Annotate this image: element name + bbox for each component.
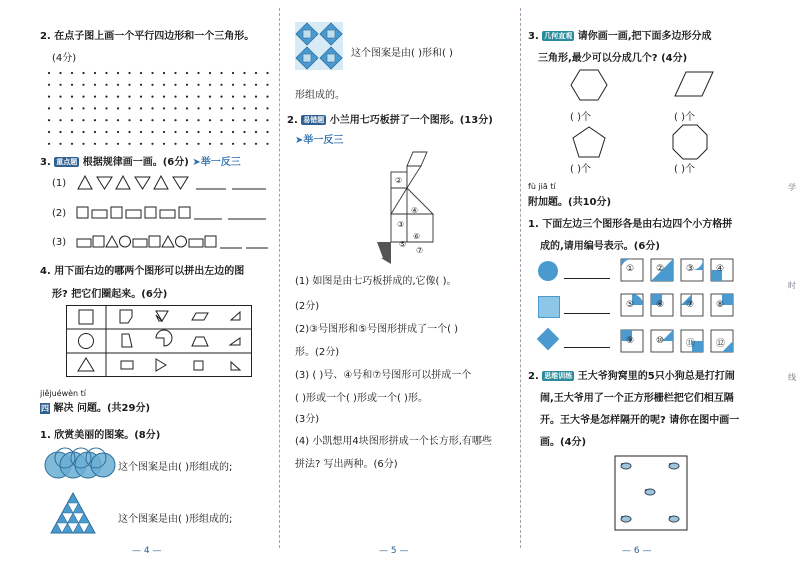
- question-2-text: 2. 在点子图上画一个平行四边形和一个三角形。: [40, 31, 255, 42]
- grid-dot[interactable]: [220, 96, 222, 98]
- grid-dot[interactable]: [243, 107, 245, 109]
- grid-dot[interactable]: [243, 96, 245, 98]
- grid-dot[interactable]: [174, 84, 176, 86]
- grid-dot[interactable]: [105, 119, 107, 121]
- column-divider: [279, 8, 280, 548]
- blue-square-shape: [538, 296, 560, 318]
- grid-dot[interactable]: [48, 72, 50, 74]
- dog-pen-square[interactable]: [614, 455, 688, 531]
- dog-question-line-4: 画。(4分): [540, 437, 587, 448]
- grid-dot[interactable]: [209, 131, 211, 133]
- grid-dot[interactable]: [243, 131, 245, 133]
- grid-dot[interactable]: [163, 96, 165, 98]
- grid-dot[interactable]: [209, 72, 211, 74]
- grid-dot[interactable]: [220, 143, 222, 145]
- grid-dot[interactable]: [174, 72, 176, 74]
- grid-dot[interactable]: [94, 107, 96, 109]
- grid-dot[interactable]: [59, 96, 61, 98]
- grid-dot[interactable]: [163, 84, 165, 86]
- tile-7-label: ⑦: [686, 300, 695, 310]
- grid-dot[interactable]: [140, 84, 142, 86]
- pentagon-answer: ( )个: [570, 164, 591, 175]
- grid-dot[interactable]: [209, 107, 211, 109]
- grid-dot[interactable]: [105, 143, 107, 145]
- grid-dot[interactable]: [209, 84, 211, 86]
- grid-dot[interactable]: [243, 143, 245, 145]
- mixed-pattern-row: [76, 234, 270, 250]
- diamond-pattern-image: [295, 22, 343, 70]
- grid-dot[interactable]: [151, 119, 153, 121]
- grid-dot[interactable]: [82, 119, 84, 121]
- page-number: — 4 —: [132, 546, 162, 556]
- grid-dot[interactable]: [197, 119, 199, 121]
- tangram-piece-2-label: ②: [395, 176, 403, 185]
- square-answer-line[interactable]: [564, 313, 610, 314]
- grid-dot[interactable]: [255, 143, 257, 145]
- grid-dot[interactable]: [59, 107, 61, 109]
- grid-dot[interactable]: [82, 96, 84, 98]
- grid-dot[interactable]: [105, 72, 107, 74]
- grid-dot[interactable]: [186, 107, 188, 109]
- grid-dot[interactable]: [255, 84, 257, 86]
- tangram-sub-1-line-2: (2分): [295, 301, 320, 312]
- grid-dot[interactable]: [197, 131, 199, 133]
- column-divider: [520, 8, 521, 548]
- grid-dot[interactable]: [105, 107, 107, 109]
- polygon-question-line-1: 3. 几何直观 请你画一画,把下面多边形分成: [528, 31, 712, 42]
- tangram-piece-6-label: ⑥: [413, 232, 421, 241]
- grid-dot[interactable]: [186, 96, 188, 98]
- grid-dot[interactable]: [232, 131, 234, 133]
- question-4-line-2: 形? 把它们圈起来。(6分): [52, 289, 168, 300]
- page-5: [283, 0, 515, 566]
- key-question-tag: 重点题: [56, 158, 78, 166]
- tile-9-label: ⑨: [626, 336, 635, 346]
- tile-3-label: ③: [686, 264, 695, 274]
- circle-pattern-answer-line: 这个图案是由( )形组成的;: [118, 462, 233, 473]
- grid-dot[interactable]: [105, 131, 107, 133]
- pattern-label-1: (1): [52, 178, 67, 189]
- grid-dot[interactable]: [117, 107, 119, 109]
- grid-dot[interactable]: [255, 107, 257, 109]
- grid-dot[interactable]: [71, 131, 73, 133]
- grid-dot[interactable]: [71, 119, 73, 121]
- grid-dot[interactable]: [220, 84, 222, 86]
- dog-question-line-3: 开。王大爷是怎样隔开的呢? 请你在图中画一: [540, 415, 740, 426]
- tile-4-label: ④: [716, 264, 725, 274]
- grid-dot[interactable]: [220, 107, 222, 109]
- grid-dot[interactable]: [266, 84, 268, 86]
- grid-dot[interactable]: [140, 107, 142, 109]
- grid-dot[interactable]: [197, 96, 199, 98]
- grid-dot[interactable]: [117, 96, 119, 98]
- grid-dot[interactable]: [186, 72, 188, 74]
- grid-dot[interactable]: [151, 143, 153, 145]
- dog-question-line-1: 2. 思维训练 王大爷狗窝里的5只小狗总是打打闹: [528, 371, 735, 382]
- question-4-line-1: 4. 用下面右边的哪两个图形可以拼出左边的图: [40, 266, 245, 277]
- octagon-answer: ( )个: [674, 164, 695, 175]
- grid-dot[interactable]: [94, 84, 96, 86]
- shape-matching-table[interactable]: [66, 305, 252, 377]
- triangle-pattern-answer-line: 这个图案是由( )形组成的;: [118, 514, 233, 525]
- tangram-question-text: 2. 易错题 小兰用七巧板拼了一个图形。(13分): [287, 115, 493, 126]
- tile-6-label: ⑥: [656, 300, 665, 310]
- grid-dot[interactable]: [163, 119, 165, 121]
- grid-dot[interactable]: [82, 72, 84, 74]
- problem-1-text: 1. 欣赏美丽的图案。(8分): [40, 430, 161, 441]
- grid-dot[interactable]: [209, 119, 211, 121]
- geometry-tag: 几何直观: [544, 32, 573, 40]
- tile-8-label: ⑧: [716, 300, 725, 310]
- grid-dot[interactable]: [197, 72, 199, 74]
- grid-dot[interactable]: [59, 84, 61, 86]
- tile-5-label: ⑤: [626, 300, 635, 310]
- grid-dot[interactable]: [266, 107, 268, 109]
- grid-dot[interactable]: [186, 143, 188, 145]
- section-heading: 四 解决 问题。(共29分): [41, 403, 151, 414]
- grid-dot[interactable]: [186, 131, 188, 133]
- grid-dot[interactable]: [266, 72, 268, 74]
- tangram-piece-3-label: ③: [397, 220, 405, 229]
- grid-dot[interactable]: [71, 84, 73, 86]
- related-practice-link[interactable]: ➤举一反三: [192, 157, 241, 168]
- circle-pattern-image: [44, 446, 116, 484]
- tangram-piece-5-label: ⑤: [399, 240, 407, 249]
- tangram-sub-4-line-1: (4) 小凯想用4块图形拼成一个长方形,有哪些: [295, 436, 492, 447]
- hexagon-shape[interactable]: [570, 68, 608, 102]
- grid-dot[interactable]: [105, 96, 107, 98]
- grid-dot[interactable]: [232, 84, 234, 86]
- grid-dot[interactable]: [128, 143, 130, 145]
- grid-dot[interactable]: [255, 119, 257, 121]
- tangram-sub-1-line-1: (1) 如图是由七巧板拼成的,它像( )。: [295, 276, 457, 287]
- grid-dot[interactable]: [71, 107, 73, 109]
- tangram-sub-2-line-1: (2)③号图形和⑤号图形拼成了一个( ): [295, 324, 459, 335]
- error-prone-tag: 易错题: [303, 116, 325, 124]
- grid-dot[interactable]: [82, 143, 84, 145]
- grid-dot[interactable]: [94, 72, 96, 74]
- tangram-sub-4-line-2: 拼法? 写出两种。(6分): [295, 459, 398, 470]
- bonus-pinyin: fù jiā tí: [528, 182, 556, 191]
- grid-dot[interactable]: [94, 119, 96, 121]
- pentagon-shape[interactable]: [572, 126, 606, 158]
- grid-dot[interactable]: [117, 143, 119, 145]
- section-number-badge: 四: [41, 404, 49, 413]
- grid-dot[interactable]: [163, 131, 165, 133]
- grid-dot[interactable]: [140, 131, 142, 133]
- bonus-heading: 附加题。(共10分): [528, 197, 612, 208]
- grid-dot[interactable]: [71, 96, 73, 98]
- grid-dot[interactable]: [128, 84, 130, 86]
- pattern-label-2: (2): [52, 208, 67, 219]
- margin-char-3: 线: [788, 373, 796, 382]
- grid-dot[interactable]: [163, 143, 165, 145]
- page-4: [0, 0, 270, 566]
- grid-dot[interactable]: [94, 131, 96, 133]
- grid-dot[interactable]: [163, 72, 165, 74]
- section-pinyin: jiějuéwèn tí: [40, 389, 87, 398]
- grid-dot[interactable]: [243, 72, 245, 74]
- blue-diamond-shape: [537, 328, 560, 351]
- tile-12-label: ⑫: [716, 339, 726, 349]
- parallelogram-shape[interactable]: [674, 70, 714, 98]
- grid-dot[interactable]: [266, 131, 268, 133]
- grid-dot[interactable]: [151, 131, 153, 133]
- grid-dot[interactable]: [174, 107, 176, 109]
- dot-grid[interactable]: [46, 70, 270, 148]
- grid-dot[interactable]: [220, 119, 222, 121]
- grid-dot[interactable]: [59, 72, 61, 74]
- grid-dot[interactable]: [59, 119, 61, 121]
- octagon-shape[interactable]: [672, 124, 708, 160]
- tile-2-label: ②: [656, 264, 665, 274]
- tangram-sub-2-line-2: 形。(2分): [295, 347, 340, 358]
- question-3-text: 3. 重点题 根据规律画一画。(6分) ➤举一反三: [40, 157, 241, 168]
- grid-dot[interactable]: [209, 143, 211, 145]
- tile-11-label: ⑪: [686, 339, 696, 349]
- page-number: — 5 —: [379, 546, 409, 556]
- grid-dot[interactable]: [232, 72, 234, 74]
- grid-dot[interactable]: [71, 143, 73, 145]
- grid-dot[interactable]: [140, 143, 142, 145]
- tangram-sub-3-line-2: ( )形或一个( )形或一个( )形。: [295, 393, 428, 404]
- grid-dot[interactable]: [48, 143, 50, 145]
- grid-dot[interactable]: [117, 72, 119, 74]
- grid-dot[interactable]: [255, 72, 257, 74]
- tangram-sub-3-line-1: (3) ( )号、④号和⑦号图形可以拼成一个: [295, 370, 472, 381]
- grid-dot[interactable]: [232, 96, 234, 98]
- parallelogram-answer: ( )个: [674, 112, 695, 123]
- question-2-score: (4分): [52, 53, 77, 64]
- grid-dot[interactable]: [94, 96, 96, 98]
- grid-dot[interactable]: [82, 84, 84, 86]
- triangle-pattern-row: [76, 175, 270, 191]
- grid-dot[interactable]: [82, 131, 84, 133]
- grid-dot[interactable]: [220, 131, 222, 133]
- related-practice-link[interactable]: ➤举一反三: [295, 135, 344, 146]
- polygon-question-line-2: 三角形,最少可以分成几个? (4分): [538, 53, 688, 64]
- tile-10-label: ⑩: [656, 336, 665, 346]
- grid-dot[interactable]: [140, 72, 142, 74]
- grid-dot[interactable]: [232, 107, 234, 109]
- diamond-pattern-answer-line-1: 这个图案是由( )形和( ): [351, 48, 453, 59]
- grid-dot[interactable]: [255, 96, 257, 98]
- grid-dot[interactable]: [48, 96, 50, 98]
- grid-dot[interactable]: [117, 131, 119, 133]
- grid-dot[interactable]: [48, 107, 50, 109]
- margin-char-2: 时: [788, 281, 796, 290]
- grid-dot[interactable]: [209, 96, 211, 98]
- grid-dot[interactable]: [128, 131, 130, 133]
- grid-dot[interactable]: [197, 84, 199, 86]
- hexagon-answer: ( )个: [570, 112, 591, 123]
- grid-dot[interactable]: [94, 143, 96, 145]
- tangram-figure: [375, 146, 445, 266]
- grid-dot[interactable]: [117, 119, 119, 121]
- grid-dot[interactable]: [105, 84, 107, 86]
- grid-dot[interactable]: [48, 84, 50, 86]
- grid-dot[interactable]: [59, 143, 61, 145]
- grid-dot[interactable]: [128, 72, 130, 74]
- grid-dot[interactable]: [140, 96, 142, 98]
- grid-dot[interactable]: [117, 84, 119, 86]
- margin-char-1: 学: [788, 183, 796, 192]
- grid-dot[interactable]: [266, 96, 268, 98]
- grid-dot[interactable]: [197, 107, 199, 109]
- tile-question-line-1: 1. 下面左边三个图形各是由右边四个小方格拼: [528, 219, 733, 230]
- grid-dot[interactable]: [186, 119, 188, 121]
- diamond-pattern-answer-line-2: 形组成的。: [295, 90, 345, 101]
- grid-dot[interactable]: [128, 107, 130, 109]
- grid-dot[interactable]: [243, 84, 245, 86]
- grid-dot[interactable]: [151, 107, 153, 109]
- page-6: [526, 0, 800, 566]
- grid-dot[interactable]: [59, 131, 61, 133]
- grid-dot[interactable]: [266, 119, 268, 121]
- grid-dot[interactable]: [255, 131, 257, 133]
- grid-dot[interactable]: [186, 84, 188, 86]
- grid-dot[interactable]: [151, 84, 153, 86]
- grid-dot[interactable]: [174, 143, 176, 145]
- grid-dot[interactable]: [128, 96, 130, 98]
- diamond-answer-line[interactable]: [564, 347, 610, 348]
- grid-dot[interactable]: [174, 96, 176, 98]
- tangram-piece-7-label: ⑦: [416, 246, 424, 255]
- grid-dot[interactable]: [48, 131, 50, 133]
- grid-dot[interactable]: [232, 143, 234, 145]
- grid-dot[interactable]: [71, 72, 73, 74]
- grid-dot[interactable]: [163, 107, 165, 109]
- blue-circle-shape: [538, 261, 558, 281]
- grid-dot[interactable]: [151, 72, 153, 74]
- grid-dot[interactable]: [197, 143, 199, 145]
- grid-dot[interactable]: [266, 143, 268, 145]
- triangle-pattern-image: [50, 492, 96, 534]
- grid-dot[interactable]: [140, 119, 142, 121]
- grid-dot[interactable]: [128, 119, 130, 121]
- thinking-training-tag: 思维训练: [544, 372, 573, 380]
- grid-dot[interactable]: [220, 72, 222, 74]
- circle-answer-line[interactable]: [564, 278, 610, 279]
- grid-dot[interactable]: [174, 131, 176, 133]
- grid-dot[interactable]: [48, 119, 50, 121]
- dog-question-line-2: 闹,王大爷用了一个正方形栅栏把它们相互隔: [540, 393, 734, 404]
- square-pattern-row: [76, 205, 270, 221]
- page-number: — 6 —: [622, 546, 652, 556]
- tangram-sub-3-line-3: (3分): [295, 414, 320, 425]
- grid-dot[interactable]: [151, 96, 153, 98]
- pattern-label-3: (3): [52, 237, 67, 248]
- grid-dot[interactable]: [243, 119, 245, 121]
- tile-1-label: ①: [626, 264, 635, 274]
- grid-dot[interactable]: [232, 119, 234, 121]
- tile-question-line-2: 成的,请用编号表示。(6分): [540, 241, 660, 252]
- tangram-piece-4-label: ④: [411, 206, 419, 215]
- grid-dot[interactable]: [174, 119, 176, 121]
- grid-dot[interactable]: [82, 107, 84, 109]
